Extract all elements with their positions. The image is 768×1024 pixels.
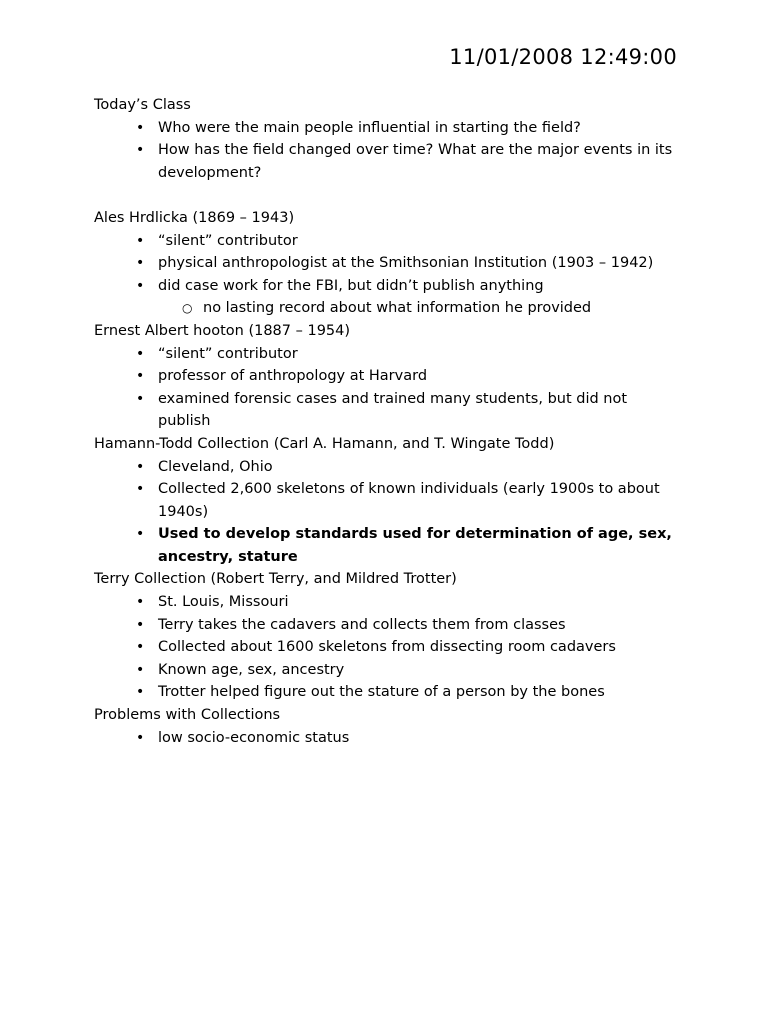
list-item-text: professor of anthropology at Harvard <box>158 368 428 385</box>
list-item-text: “silent” contributor <box>158 345 298 362</box>
bullet-icon: • <box>136 345 145 362</box>
sub-bullet-list <box>158 297 673 320</box>
section-heading-terry: Terry Collection (Robert Terry, and Mildred Trotter) <box>94 571 457 588</box>
list-item <box>94 275 673 320</box>
list-item <box>94 681 673 704</box>
list-item <box>94 365 673 388</box>
list-item-text: Terry takes the cadavers and collects them from classes <box>158 616 566 633</box>
section-heading-hrdlicka: Ales Hrdlicka (1869 – 1943) <box>94 209 295 226</box>
list-item <box>94 727 673 750</box>
notes-body <box>94 94 694 749</box>
list-item-text: Collected 2,600 skeletons of known individuals (early 1900s to about 1940s) <box>158 481 660 520</box>
list-item-text: Known age, sex, ancestry <box>158 661 345 678</box>
bullet-icon: • <box>136 684 145 701</box>
list-item-text: St. Louis, Missouri <box>158 594 289 611</box>
list-item-text: examined forensic cases and trained many students, but did not publish <box>158 390 628 430</box>
timestamp: 11/01/2008 12:49:00 <box>449 45 677 69</box>
circle-bullet-icon: ○ <box>182 301 193 316</box>
list-item-text: “silent” contributor <box>158 232 298 249</box>
bullet-icon: • <box>136 481 145 498</box>
list-item-text: did case work for the FBI, but didn’t publish anything <box>158 277 544 294</box>
section-heading-hooton: Ernest Albert hooton (1887 – 1954) <box>94 322 351 339</box>
list-item <box>94 614 673 637</box>
blank-line <box>94 184 694 207</box>
bullet-icon: • <box>136 255 145 272</box>
bullet-list <box>94 230 694 320</box>
sub-list-item <box>94 297 673 320</box>
bullet-icon: • <box>136 639 145 656</box>
section-heading-todays-class: Today’s Class <box>94 97 191 113</box>
bullet-icon: • <box>136 142 145 159</box>
section-heading-hamann-todd: Hamann-Todd Collection (Carl A. Hamann, and T. Wingate Todd) <box>94 435 555 452</box>
list-item-text: Cleveland, Ohio <box>158 458 273 475</box>
bullet-icon: • <box>136 458 145 475</box>
bullet-icon: • <box>136 616 145 633</box>
section-heading-problems: Problems with Collections <box>94 707 281 724</box>
bullet-icon: • <box>136 119 145 136</box>
list-item <box>94 230 673 253</box>
list-item <box>94 591 673 614</box>
bullet-icon: • <box>136 390 145 407</box>
bullet-icon: • <box>136 661 145 678</box>
list-item-text: low socio-economic status <box>158 729 350 746</box>
list-item-text: physical anthropologist at the Smithsonian Institution (1903 – 1942) <box>158 255 654 272</box>
bullet-list <box>94 343 694 433</box>
bullet-list <box>94 117 694 185</box>
list-item-text-bold: Used to develop standards used for determination of age, sex, ancestry, stature <box>158 526 672 565</box>
list-item <box>94 388 673 433</box>
list-item <box>94 252 698 275</box>
bullet-list <box>94 591 694 704</box>
list-item <box>94 478 673 523</box>
bullet-list <box>94 456 694 569</box>
list-item <box>94 117 673 140</box>
list-item-text: How has the field changed over time? What are the major events in its development? <box>158 142 673 181</box>
list-item-text: Who were the main people influential in starting the field? <box>158 119 581 136</box>
list-item <box>94 456 673 479</box>
bullet-icon: • <box>136 526 145 543</box>
bullet-icon: • <box>136 729 145 746</box>
sub-list-item-text: no lasting record about what information he provided <box>203 300 592 317</box>
list-item <box>94 636 673 659</box>
list-item-text: Trotter helped figure out the stature of a person by the bones <box>158 684 605 701</box>
list-item <box>94 343 673 366</box>
list-item <box>94 523 673 568</box>
bullet-icon: • <box>136 594 145 611</box>
list-item <box>94 659 673 682</box>
bullet-icon: • <box>136 232 145 249</box>
list-item-text: Collected about 1600 skeletons from dissecting room cadavers <box>158 639 616 656</box>
bullet-icon: • <box>136 368 145 385</box>
list-item <box>94 139 673 184</box>
bullet-list <box>94 727 694 750</box>
bullet-icon: • <box>136 277 145 294</box>
